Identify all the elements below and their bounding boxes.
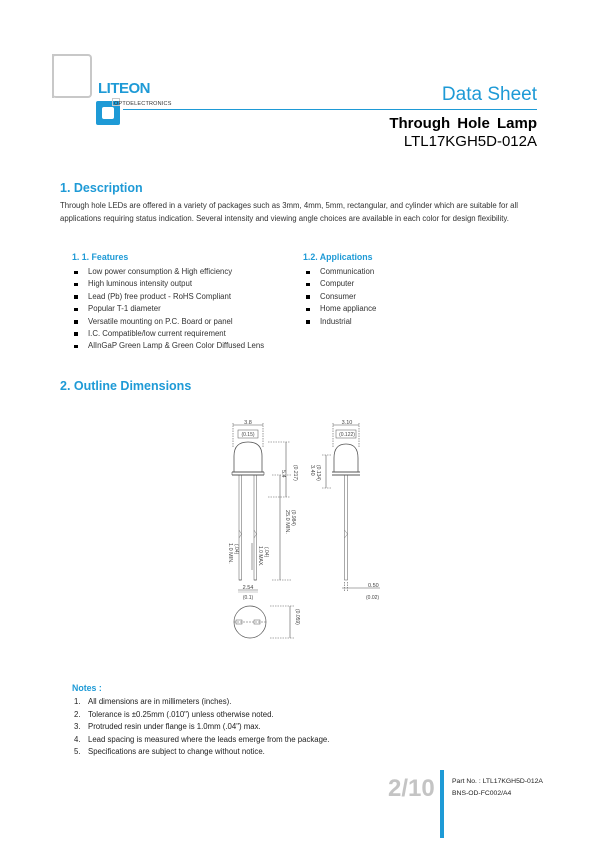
bullet-icon [74,320,78,324]
dim-body-len: 5.4 [280,470,286,478]
dim-base-dia-in: (0.122) [339,432,355,438]
dim-flange-in: (.04) [263,547,269,558]
dim-body-len-in: (0.217) [292,465,298,481]
list-item: Communication [306,266,376,278]
dim-flange-left-in: (.04) [233,544,239,555]
dim-body-dia-in: (0.15) [241,432,255,438]
notes-heading: Notes : [72,683,102,693]
bullet-icon [74,271,78,275]
brand-subtitle: OPTOELECTRONICS [114,101,172,107]
section-outline-heading: 2. Outline Dimensions [60,379,192,393]
bullet-icon [74,332,78,336]
bullet-icon [306,308,310,312]
list-item: High luminous intensity output [74,278,264,290]
bullet-icon [306,283,310,287]
notes-list [74,696,329,759]
footer-accent-bar [440,770,444,838]
dim-cap-h: 3.40 [309,465,315,476]
dim-spacing: 2.54 [242,585,254,591]
dim-cap-h-in: (0.134) [315,465,321,481]
list-item: AlInGaP Green Lamp & Green Color Diffused Lens [74,340,264,352]
bullet-icon [306,295,310,299]
features-list [74,266,264,353]
dim-lead-t-in: (0.059) [294,609,300,625]
dim-flange: 1.0 MAX. [257,546,263,567]
applications-list [306,266,376,328]
product-type: Through Hole Lamp [389,115,537,132]
dim-lead-len-in: (0.984) [290,510,296,526]
list-item: Low power consumption & High efficiency [74,266,264,278]
list-item: Computer [306,278,376,290]
list-item: 5. Specifications are subject to change without notice. [74,747,265,756]
list-item: Popular T-1 diameter [74,303,264,315]
dim-base-dia: 3.10 [341,420,353,426]
list-item: 2. Tolerance is ±0.25mm (.010") unless otherwise noted. [74,709,274,719]
dim-body-dia: 3.8 [244,420,252,426]
description-text: Through hole LEDs are offered in a variety of packages such as 3mm, 4mm, 5mm, rectangular, and cylinder which are suitable for all applications requiring status indication. Several intensity and viewing angle choices are available in each color for design flexibility. [60,201,518,223]
footer-part-number: Part No. : LTL17KGH5D-012A [452,778,543,785]
list-item: 1. All dimensions are in millimeters (inches). [74,697,232,706]
brand-logo-text: LITEON [98,80,150,97]
dim-lead-len: 25.0 MIN. [284,510,290,534]
logo-frame [52,54,92,98]
bullet-icon [74,283,78,287]
list-item: Consumer [306,291,376,303]
page-number: 2/10 [388,775,435,802]
footer-doc-code: BNS-OD-FC002/A4 [452,790,512,797]
list-item: Home appliance [306,303,376,315]
bullet-icon [306,320,310,324]
logo-square-inner [102,107,114,119]
list-item: I.C. Compatible/low current requirement [74,328,264,340]
dim-lead-w: 0.50 [368,583,379,589]
bullet-icon [306,271,310,275]
list-item: 4. Lead spacing is measured where the leads emerge from the package. [74,734,330,744]
document-title: Data Sheet [441,84,537,105]
list-item: Versatile mounting on P.C. Board or panel [74,316,264,328]
dim-lead-w-in: (0.02) [366,595,380,601]
header-rule [123,109,537,110]
features-heading: 1. 1. Features [72,252,129,262]
list-item: 3. Protruded resin under flange is 1.0mm (.04") max. [74,722,261,731]
bullet-icon [74,308,78,312]
list-item: Lead (Pb) free product - RoHS Compliant [74,291,264,303]
part-number: LTL17KGH5D-012A [403,133,537,150]
dim-flange-left: 1.0 MIN. [227,543,233,564]
bullet-icon [74,345,78,349]
dim-spacing-in: (0.1) [242,595,254,601]
bullet-icon [74,295,78,299]
outline-dimension-drawing [210,410,430,650]
list-item: Industrial [306,316,376,328]
section-description-heading: 1. Description [60,181,143,195]
applications-heading: 1.2. Applications [303,252,373,262]
